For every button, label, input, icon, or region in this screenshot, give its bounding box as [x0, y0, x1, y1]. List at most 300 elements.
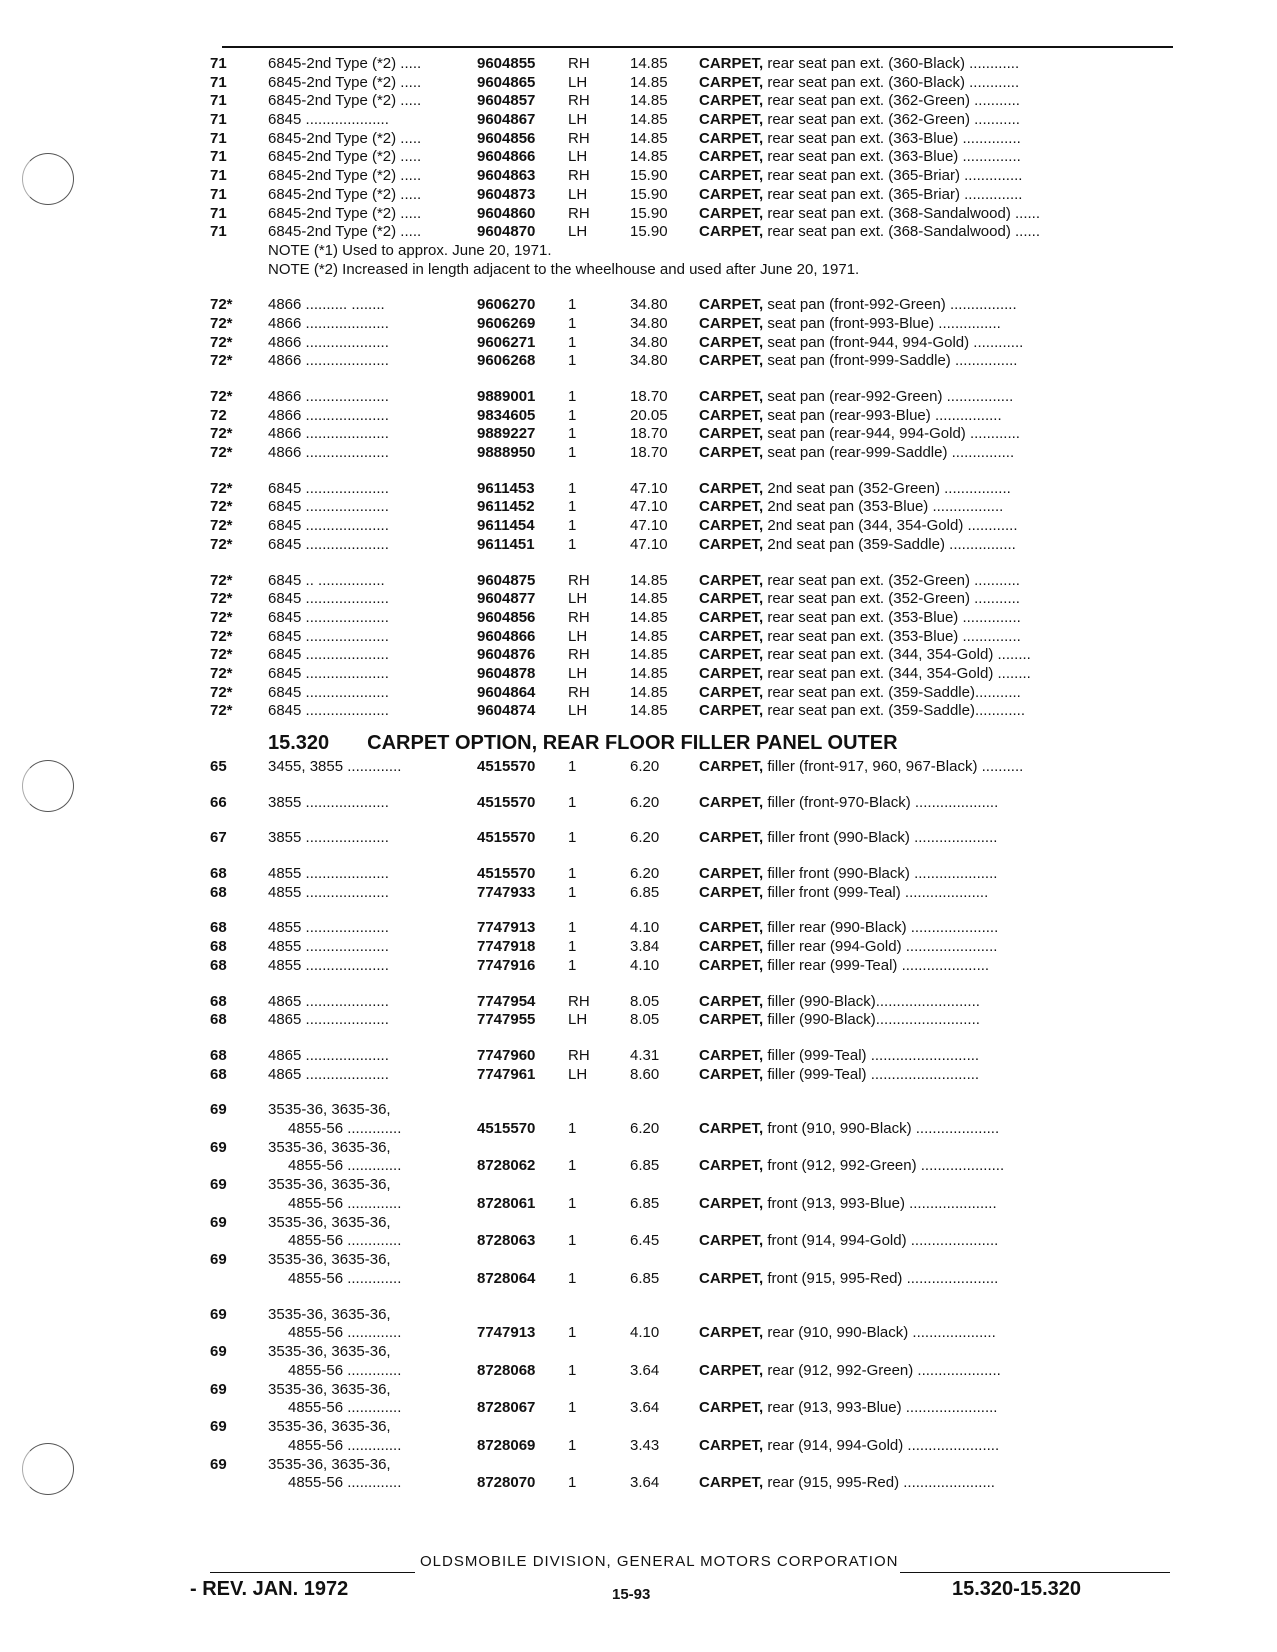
description-text: rear seat pan ext. (362-Green) ...........: [763, 111, 1020, 129]
price: 15.90: [630, 223, 668, 241]
description-keyword: CARPET,: [699, 865, 764, 883]
quantity: 1: [568, 1399, 577, 1417]
description: [699, 148, 1179, 167]
model-number: 4865 ....................: [268, 1065, 389, 1083]
description-keyword: CARPET,: [699, 406, 764, 424]
ref-number: 69: [210, 1305, 227, 1323]
model-number: 6845 ....................: [268, 646, 389, 664]
quantity: 1: [568, 425, 577, 443]
parts-row: [210, 1176, 1175, 1214]
model-number: 4855 ....................: [268, 919, 389, 937]
description-keyword: CARPET,: [699, 992, 764, 1010]
description-text: 2nd seat pan (352-Green) ................: [763, 479, 1011, 497]
description-keyword: CARPET,: [699, 829, 764, 847]
model-number: 6845 ....................: [268, 608, 389, 626]
description: [699, 957, 1179, 976]
price: 6.20: [630, 1119, 660, 1137]
description: [699, 1047, 1179, 1066]
quantity: 1: [568, 479, 577, 497]
description-text: seat pan (rear-992-Green) ................: [763, 388, 1014, 405]
quantity: 1: [568, 352, 577, 370]
part-number: 9604874: [477, 702, 536, 720]
model-number: 4865 ....................: [268, 1046, 389, 1064]
description-text: rear seat pan ext. (363-Blue) ..............: [763, 129, 1021, 147]
model-number: 4865 ....................: [268, 992, 389, 1010]
part-number: 8728069: [477, 1436, 536, 1454]
parts-row: [210, 702, 1175, 721]
part-number: 7747955: [477, 1011, 536, 1029]
price: 47.10: [630, 517, 668, 535]
description: [699, 205, 1179, 224]
description-text: rear seat pan ext. (365-Briar) ..............: [763, 185, 1023, 203]
description-keyword: CARPET,: [699, 444, 764, 462]
parts-row: [210, 1381, 1175, 1419]
price: 8.60: [630, 1065, 660, 1083]
ref-number: 69: [210, 1455, 227, 1473]
model-numbers: 3535-36, 3635-36,: [268, 1305, 391, 1323]
description: [699, 609, 1179, 628]
description-text: filler front (999-Teal) ....................: [763, 883, 989, 901]
ref-number: 72*: [210, 517, 233, 535]
quantity: 1: [568, 1436, 577, 1454]
description-keyword: CARPET,: [699, 919, 764, 937]
ref-number: 71: [210, 111, 227, 129]
description-text: rear seat pan ext. (359-Saddle)............: [763, 702, 1025, 720]
part-number: 9606271: [477, 333, 536, 351]
price: 15.90: [630, 167, 668, 185]
parts-row: [210, 407, 1175, 426]
row-gap: [210, 902, 1175, 919]
description: [699, 1120, 1179, 1137]
description: [699, 315, 1179, 334]
part-number: 9889227: [477, 425, 536, 443]
description: [699, 517, 1179, 536]
description-keyword: CARPET,: [699, 1361, 764, 1379]
ref-number: 72*: [210, 646, 233, 664]
quantity: LH: [568, 627, 588, 645]
description-text: filler (999-Teal) ..........................: [763, 1046, 980, 1064]
description-text: rear seat pan ext. (353-Blue) ..............: [763, 627, 1021, 645]
part-number: 9604864: [477, 683, 536, 701]
quantity: RH: [568, 204, 590, 222]
ref-number: 71: [210, 129, 227, 147]
parts-row: [210, 111, 1175, 130]
part-number: 9611452: [477, 498, 535, 516]
model-numbers-cont: 4855-56 .............: [288, 1474, 402, 1492]
description-keyword: CARPET,: [699, 1194, 764, 1212]
description-keyword: CARPET,: [699, 129, 764, 147]
quantity: LH: [568, 1011, 588, 1029]
row-gap: [210, 777, 1175, 794]
ref-number: 71: [210, 92, 227, 110]
model-number: 6845 ....................: [268, 590, 389, 608]
model-numbers: 3535-36, 3635-36,: [268, 1213, 391, 1231]
description: [699, 590, 1179, 609]
note-text: NOTE (*2) Increased in length adjacent to the wheelhouse and used after June 20, 1971.: [268, 260, 860, 278]
price: 4.10: [630, 956, 660, 974]
description-text: filler front (990-Black) ....................: [763, 829, 998, 847]
description: [699, 111, 1179, 130]
description-text: rear seat pan ext. (359-Saddle)...........: [763, 683, 1021, 701]
quantity: RH: [568, 129, 590, 147]
description-text: filler rear (990-Black) .....................: [763, 919, 999, 937]
model-number: 6845-2nd Type (*2) .....: [268, 204, 422, 222]
parts-row: [210, 352, 1175, 371]
ref-number: 68: [210, 1046, 227, 1064]
quantity: RH: [568, 608, 590, 626]
footer-section-range: 15.320-15.320: [952, 1578, 1082, 1600]
price: 18.70: [630, 425, 668, 443]
price: 4.10: [630, 919, 660, 937]
model-numbers-cont: 4855-56 .............: [288, 1324, 402, 1342]
price: 14.85: [630, 111, 668, 129]
parts-row: [210, 425, 1175, 444]
description: [699, 1437, 1179, 1454]
model-numbers-cont: 4855-56 .............: [288, 1157, 402, 1175]
parts-row: [210, 536, 1175, 555]
ref-number: 71: [210, 148, 227, 166]
description-text: filler (999-Teal) ..........................: [763, 1065, 980, 1083]
description: [699, 130, 1179, 149]
price: 6.85: [630, 1194, 660, 1212]
ref-number: 72*: [210, 352, 233, 370]
model-number: 4855 ....................: [268, 956, 389, 974]
parts-row: [210, 223, 1175, 242]
ref-number: 65: [210, 758, 227, 775]
model-number: 4855 ....................: [268, 883, 389, 901]
part-number: 9604878: [477, 664, 536, 682]
footer-rule-left: [210, 1572, 415, 1573]
price: 4.10: [630, 1324, 660, 1342]
parts-row: [210, 865, 1175, 884]
parts-row: [210, 498, 1175, 517]
description-text: filler (990-Black).........................: [763, 1011, 980, 1029]
part-number: 7747954: [477, 992, 536, 1010]
quantity: LH: [568, 73, 588, 91]
description-keyword: CARPET,: [699, 517, 764, 535]
quantity: LH: [568, 1065, 588, 1083]
quantity: LH: [568, 702, 588, 720]
price: 15.90: [630, 185, 668, 203]
description-text: rear (914, 994-Gold) ......................: [763, 1436, 1000, 1454]
description-text: filler (990-Black).........................: [763, 992, 980, 1010]
ref-number: 72*: [210, 571, 233, 589]
description: [699, 572, 1179, 591]
parts-row: [210, 444, 1175, 463]
parts-row: [210, 919, 1175, 938]
footer-revision: - REV. JAN. 1972: [190, 1578, 349, 1600]
description: [699, 223, 1179, 242]
description-text: front (915, 995-Red) ......................: [763, 1269, 999, 1287]
description: [699, 1157, 1179, 1174]
description-text: seat pan (rear-993-Blue) ................: [763, 406, 1002, 424]
footer-corporation: OLDSMOBILE DIVISION, GENERAL MOTORS CORPORATION: [420, 1553, 899, 1570]
description-keyword: CARPET,: [699, 590, 764, 608]
quantity: LH: [568, 185, 588, 203]
model-number: 4865 ....................: [268, 1011, 389, 1029]
parts-row: [210, 480, 1175, 499]
ref-number: 68: [210, 883, 227, 901]
part-number: 9604876: [477, 646, 536, 664]
description: [699, 1474, 1179, 1491]
description-text: seat pan (front-993-Blue) ...............: [763, 314, 1001, 332]
description: [699, 388, 1179, 407]
description: [699, 74, 1179, 93]
parts-row: [210, 758, 1175, 777]
description-text: rear seat pan ext. (360-Black) ............: [763, 55, 1020, 72]
price: 8.05: [630, 992, 660, 1010]
quantity: 1: [568, 938, 577, 956]
description-text: rear seat pan ext. (344, 354-Gold) ........: [763, 664, 1031, 682]
model-number: 4855 ....................: [268, 865, 389, 883]
model-number: 6845-2nd Type (*2) .....: [268, 148, 422, 166]
description-text: seat pan (front-992-Green) ................: [763, 296, 1017, 314]
part-number: 4515570: [477, 758, 536, 775]
description-text: filler rear (999-Teal) .....................: [763, 956, 990, 974]
quantity: 1: [568, 314, 577, 332]
description-keyword: CARPET,: [699, 1474, 764, 1492]
parts-row: [210, 1418, 1175, 1456]
section-title: CARPET OPTION, REAR FLOOR FILLER PANEL OUTER: [367, 732, 898, 754]
description-keyword: CARPET,: [699, 1324, 764, 1342]
ref-number: 72*: [210, 425, 233, 443]
description: [699, 167, 1179, 186]
description-text: rear seat pan ext. (363-Blue) ..............: [763, 148, 1021, 166]
ref-number: 68: [210, 1011, 227, 1029]
price: 6.20: [630, 829, 660, 847]
parts-row: [210, 628, 1175, 647]
parts-row: [210, 1139, 1175, 1177]
price: 3.64: [630, 1361, 660, 1379]
model-number: 4866 .......... ........: [268, 296, 385, 314]
ref-number: 72*: [210, 535, 233, 553]
parts-row: [210, 167, 1175, 186]
punch-hole-top: [22, 153, 74, 205]
description-keyword: CARPET,: [699, 683, 764, 701]
description-keyword: CARPET,: [699, 73, 764, 91]
description-text: 2nd seat pan (353-Blue) .................: [763, 498, 1004, 516]
quantity: 1: [568, 865, 577, 883]
footer-rule-right: [900, 1572, 1170, 1573]
price: 18.70: [630, 388, 668, 405]
model-numbers: 3535-36, 3635-36,: [268, 1101, 391, 1119]
model-number: 4866 ....................: [268, 333, 389, 351]
description-text: rear seat pan ext. (344, 354-Gold) ........: [763, 646, 1031, 664]
model-numbers: 3535-36, 3635-36,: [268, 1176, 391, 1194]
punch-hole-middle: [22, 760, 74, 812]
part-number: 8728068: [477, 1361, 536, 1379]
description-keyword: CARPET,: [699, 479, 764, 497]
part-number: 9604855: [477, 55, 536, 72]
model-numbers-cont: 4855-56 .............: [288, 1232, 402, 1250]
section-heading-text: [268, 728, 898, 758]
description-keyword: CARPET,: [699, 498, 764, 516]
quantity: RH: [568, 167, 590, 185]
parts-row: [210, 1343, 1175, 1381]
description-text: rear seat pan ext. (352-Green) ...........: [763, 590, 1020, 608]
price: 34.80: [630, 296, 668, 314]
row-gap: [210, 463, 1175, 480]
quantity: 1: [568, 517, 577, 535]
row-gap: [210, 812, 1175, 829]
ref-number: 72*: [210, 683, 233, 701]
quantity: 1: [568, 1232, 577, 1250]
description-text: rear seat pan ext. (352-Green) ...........: [763, 571, 1020, 589]
ref-number: 69: [210, 1138, 227, 1156]
ref-number: 68: [210, 1065, 227, 1083]
parts-row: [210, 646, 1175, 665]
model-numbers: 3535-36, 3635-36,: [268, 1251, 391, 1269]
description-text: front (914, 994-Gold) .....................: [763, 1232, 999, 1250]
description: [699, 1232, 1179, 1249]
part-number: 7747913: [477, 1324, 536, 1342]
price: 6.20: [630, 793, 660, 811]
part-number: 9604866: [477, 148, 536, 166]
punch-hole-bottom: [22, 1443, 74, 1495]
description-keyword: CARPET,: [699, 167, 764, 185]
parts-row: [210, 186, 1175, 205]
price: 34.80: [630, 314, 668, 332]
description-text: rear seat pan ext. (368-Sandalwood) ......: [763, 204, 1041, 222]
parts-row: [210, 1251, 1175, 1289]
description: [699, 334, 1179, 353]
description-keyword: CARPET,: [699, 314, 764, 332]
ref-number: 68: [210, 919, 227, 937]
section-number: 15.320: [268, 732, 330, 754]
parts-row: [210, 1066, 1175, 1085]
parts-row: [210, 665, 1175, 684]
price: 14.85: [630, 683, 668, 701]
price: 47.10: [630, 535, 668, 553]
ref-number: 69: [210, 1176, 227, 1194]
part-number: 9604873: [477, 185, 536, 203]
description: [699, 352, 1179, 371]
model-number: 3855 ....................: [268, 793, 389, 811]
ref-number: 68: [210, 956, 227, 974]
model-number: 6845 ....................: [268, 479, 389, 497]
description-text: seat pan (front-999-Saddle) ...............: [763, 352, 1018, 370]
parts-row: [210, 938, 1175, 957]
description-keyword: CARPET,: [699, 883, 764, 901]
description: [699, 794, 1179, 813]
ref-number: 72*: [210, 590, 233, 608]
description-keyword: CARPET,: [699, 571, 764, 589]
ref-number: 72*: [210, 314, 233, 332]
ref-number: 72*: [210, 296, 233, 314]
part-number: 9604857: [477, 92, 536, 110]
description-keyword: CARPET,: [699, 1119, 764, 1137]
ref-number: 71: [210, 185, 227, 203]
part-number: 7747913: [477, 919, 536, 937]
description-keyword: CARPET,: [699, 1011, 764, 1029]
part-number: 9604870: [477, 223, 536, 241]
description-keyword: CARPET,: [699, 296, 764, 314]
description: [699, 186, 1179, 205]
price: 6.20: [630, 758, 660, 775]
parts-row: [210, 884, 1175, 903]
quantity: 1: [568, 1269, 577, 1287]
price: 6.85: [630, 1269, 660, 1287]
price: 3.64: [630, 1399, 660, 1417]
part-number: 7747918: [477, 938, 536, 956]
part-number: 9611453: [477, 479, 535, 497]
model-numbers-cont: 4855-56 .............: [288, 1361, 402, 1379]
parts-row: [210, 1011, 1175, 1030]
description-keyword: CARPET,: [699, 111, 764, 129]
price: 14.85: [630, 129, 668, 147]
parts-row: [210, 1456, 1175, 1494]
description-text: rear seat pan ext. (365-Briar) ..............: [763, 167, 1023, 185]
model-number: 4866 ....................: [268, 444, 389, 462]
row-gap: [210, 555, 1175, 572]
description-keyword: CARPET,: [699, 388, 764, 405]
description: [699, 938, 1179, 957]
parts-row: [210, 74, 1175, 93]
quantity: 1: [568, 1474, 577, 1492]
description-text: filler (front-970-Black) ....................: [763, 793, 999, 811]
part-number: 9604865: [477, 73, 536, 91]
part-number: 9604860: [477, 204, 536, 222]
part-number: 8728067: [477, 1399, 536, 1417]
ref-number: 69: [210, 1101, 227, 1119]
quantity: LH: [568, 223, 588, 241]
description-text: filler rear (994-Gold) ......................: [763, 938, 998, 956]
quantity: 1: [568, 498, 577, 516]
model-number: 4866 ....................: [268, 425, 389, 443]
quantity: 1: [568, 883, 577, 901]
part-number: 9604856: [477, 608, 536, 626]
price: 14.85: [630, 646, 668, 664]
ref-number: 68: [210, 865, 227, 883]
description-keyword: CARPET,: [699, 627, 764, 645]
model-numbers-cont: 4855-56 .............: [288, 1399, 402, 1417]
description-keyword: CARPET,: [699, 148, 764, 166]
price: 6.45: [630, 1232, 660, 1250]
ref-number: 69: [210, 1343, 227, 1361]
quantity: 1: [568, 333, 577, 351]
parts-row: [210, 148, 1175, 167]
description: [699, 758, 1179, 777]
part-number: 9834605: [477, 406, 536, 424]
price: 20.05: [630, 406, 668, 424]
row-gap: [210, 371, 1175, 388]
model-numbers-cont: 4855-56 .............: [288, 1269, 402, 1287]
description-text: rear seat pan ext. (353-Blue) ..............: [763, 608, 1021, 626]
row-gap: [210, 1289, 1175, 1306]
part-number: 9604866: [477, 627, 536, 645]
description: [699, 628, 1179, 647]
ref-number: 69: [210, 1213, 227, 1231]
price: 34.80: [630, 352, 668, 370]
price: 15.90: [630, 204, 668, 222]
quantity: 1: [568, 388, 577, 405]
ref-number: 72*: [210, 498, 233, 516]
model-number: 4855 ....................: [268, 938, 389, 956]
price: 14.85: [630, 92, 668, 110]
ref-number: 69: [210, 1418, 227, 1436]
row-gap: [210, 279, 1175, 296]
model-number: 3455, 3855 .............: [268, 758, 402, 775]
ref-number: 72*: [210, 388, 233, 405]
description-keyword: CARPET,: [699, 1232, 764, 1250]
description-keyword: CARPET,: [699, 1399, 764, 1417]
part-number: 9604863: [477, 167, 536, 185]
model-number: 6845 ....................: [268, 498, 389, 516]
price: 4.31: [630, 1046, 660, 1064]
ref-number: 71: [210, 167, 227, 185]
description: [699, 444, 1179, 463]
quantity: RH: [568, 55, 590, 72]
